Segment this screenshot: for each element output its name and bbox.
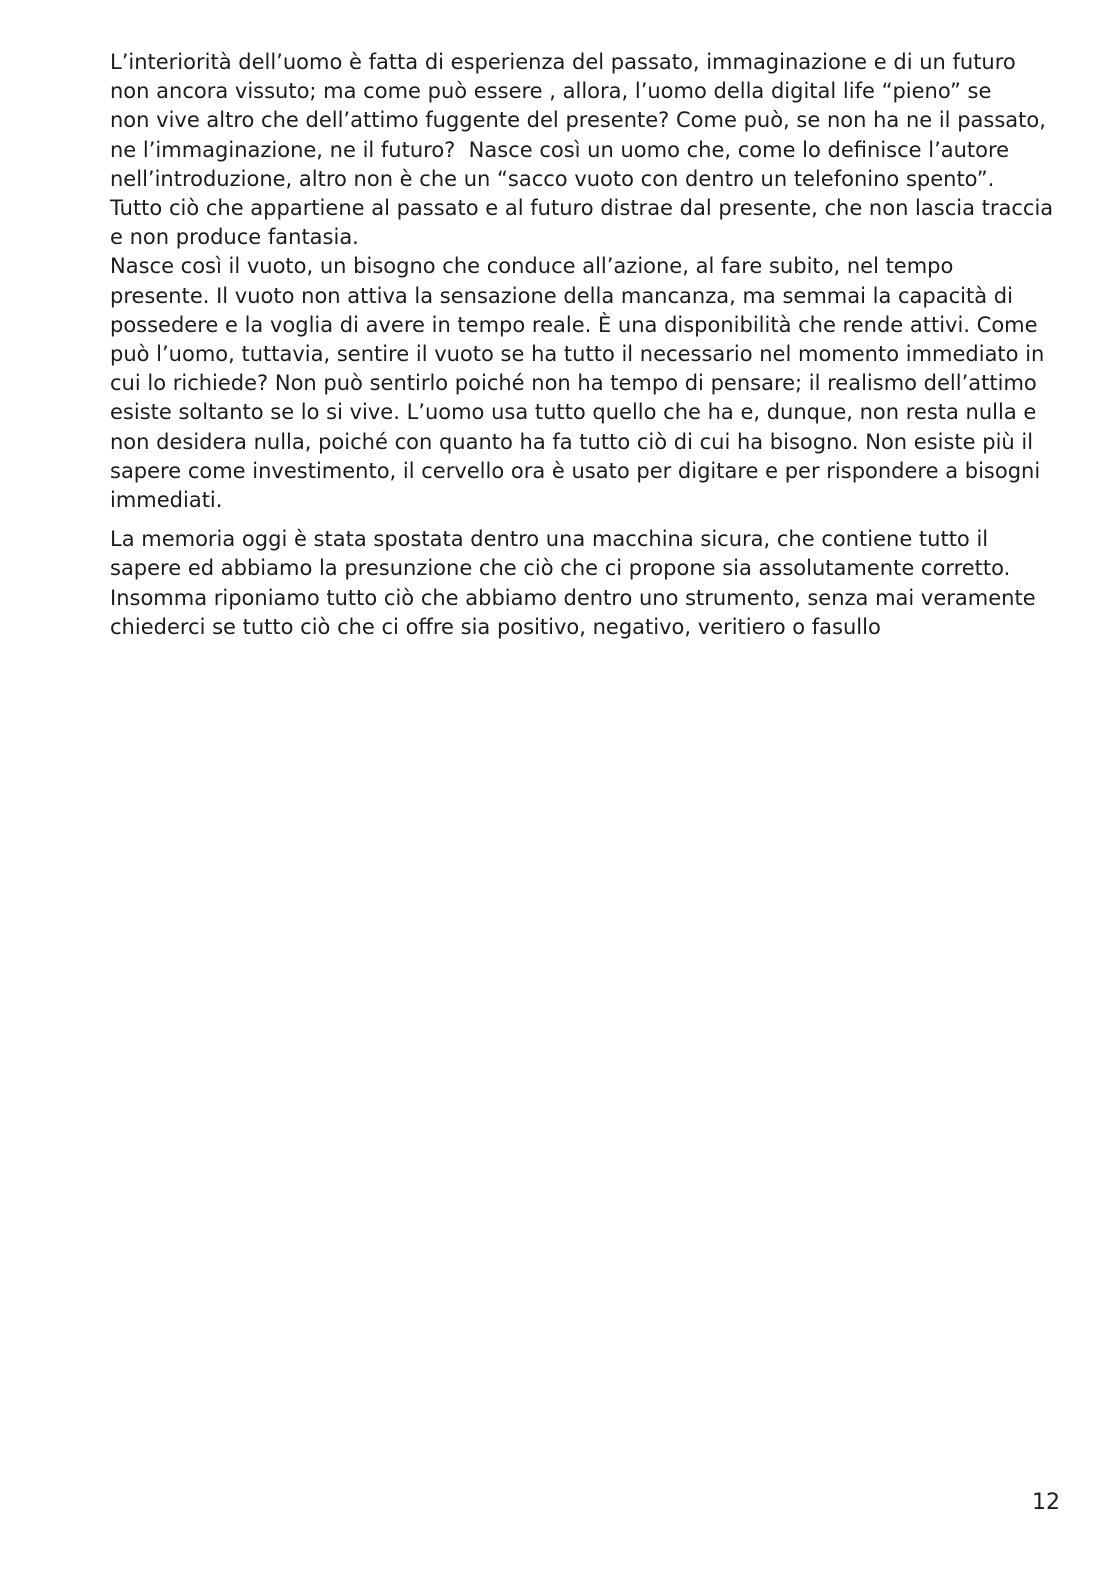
text-line: esiste soltanto se lo si vive. L’uomo usa tutto quello che ha e, dunque, non resta nulla e (110, 400, 1037, 425)
text-line: può l’uomo, tuttavia, sentire il vuoto se ha tutto il necessario nel momento immediato in (110, 342, 1045, 367)
paragraph-1 (110, 48, 1070, 252)
text-line: chiederci se tutto ciò che ci offre sia positivo, negativo, veritiero o fasullo (110, 614, 881, 639)
text-line: La memoria oggi è stata spostata dentro una macchina sicura, che contiene tutto il (110, 527, 989, 552)
text-line: non vive altro che dell’attimo fuggente del presente? Come può, se non ha ne il passato, (110, 108, 1046, 133)
paragraph-3 (110, 525, 1070, 642)
text-line: possedere e la voglia di avere in tempo reale. È una disponibilità che rende attivi. Come (110, 312, 1038, 337)
text-line: sapere come investimento, il cervello ora è usato per digitare e per rispondere a bisogni (110, 458, 1041, 483)
text-line: non desidera nulla, poiché con quanto ha fa tutto ciò di cui ha bisogno. Non esiste più il (110, 429, 1034, 454)
text-line: ne l’immaginazione, ne il futuro? Nasce così un uomo che, come lo definisce l’autore (110, 137, 1010, 162)
text-line: presente. Il vuoto non attiva la sensazione della mancanza, ma semmai la capacità di (110, 283, 1013, 308)
text-line: cui lo richiede? Non può sentirlo poiché non ha tempo di pensare; il realismo dell’attimo (110, 371, 1037, 396)
paragraph-spacer (110, 515, 1070, 525)
paragraph-2 (110, 252, 1070, 515)
text-line: nell’introduzione, altro non è che un “sacco vuoto con dentro un telefonino spento”. (110, 166, 995, 191)
document-body (110, 48, 1070, 642)
text-line: Nasce così il vuoto, un bisogno che conduce all’azione, al fare subito, nel tempo (110, 254, 954, 279)
text-line: e non produce fantasia. (110, 225, 359, 250)
text-line: L’interiorità dell’uomo è fatta di esperienza del passato, immaginazione e di un futuro (110, 50, 1016, 74)
text-line: sapere ed abbiamo la presunzione che ciò che ci propone sia assolutamente corretto. (110, 556, 1011, 581)
page-number: 12 (1032, 1490, 1060, 1515)
text-line: immediati. (110, 488, 223, 513)
text-line: Tutto ciò che appartiene al passato e al futuro distrae dal presente, che non lascia traccia (110, 196, 1054, 221)
text-line: Insomma riponiamo tutto ciò che abbiamo dentro uno strumento, senza mai veramente (110, 585, 1036, 610)
text-line: non ancora vissuto; ma come può essere , allora, l’uomo della digital life “pieno” se (110, 79, 992, 104)
